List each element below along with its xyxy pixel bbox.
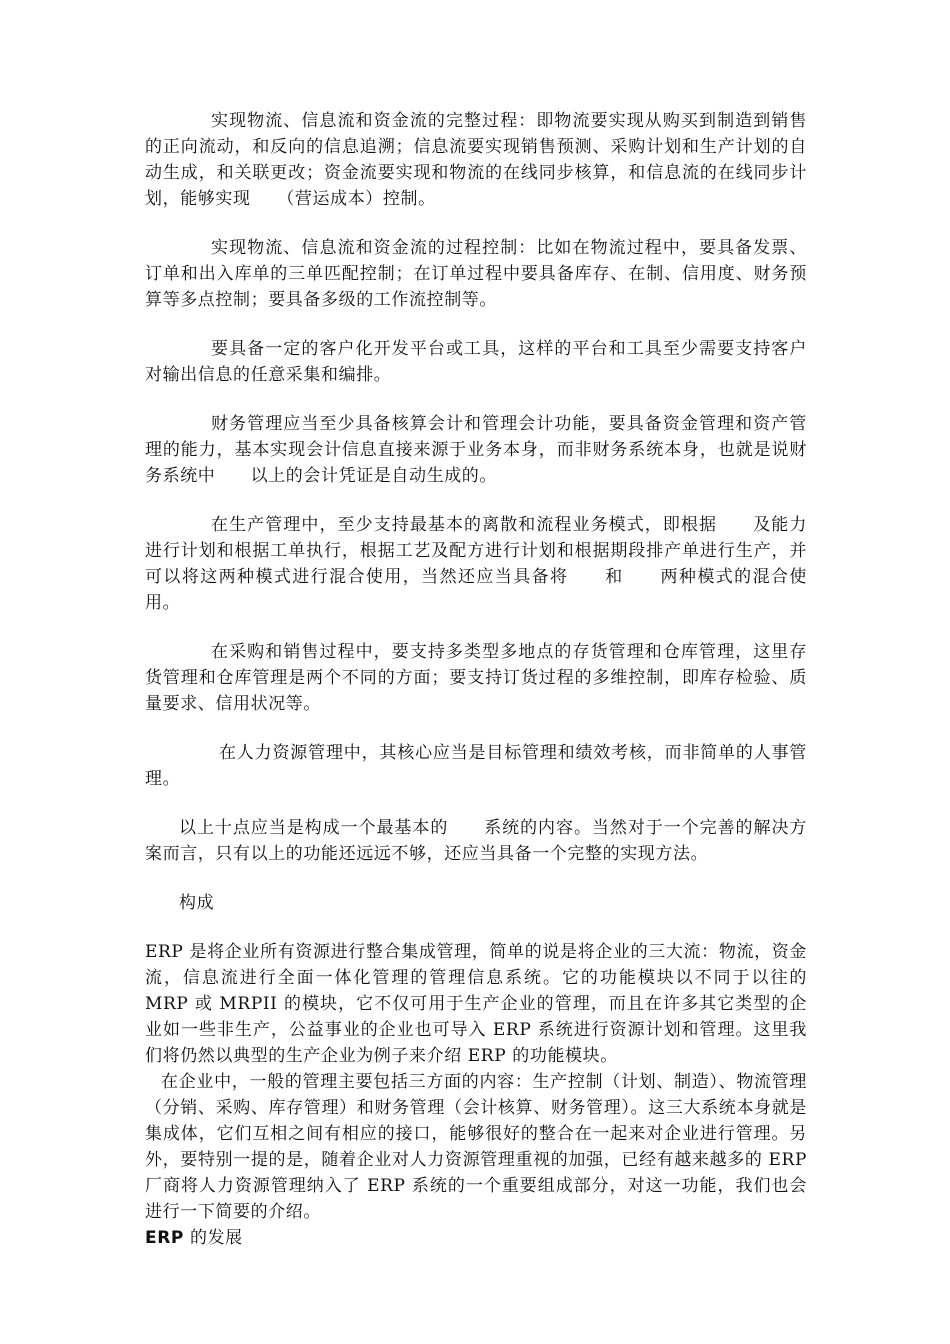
erp-heading-cjk: 的发展 bbox=[183, 1228, 243, 1248]
document-page bbox=[145, 108, 807, 1251]
paragraph-erp-modules: 在企业中，一般的管理主要包括三方面的内容：生产控制（计划、制造）、物流管理（分销、采购、库存管理）和财务管理（会计核算、财务管理）。这三大系统本身就是集成体，它们互相之间有相应的接口，能够很好的整合在一起来对企业进行管理。另外，要特别一提的是，随着企业对人力资源管理重视的加强，已经有越来越多的 ERP 厂商将人力资源管理纳入了 ERP 系统的一个重要组成部分，对这一功能，我们也会进行一下简要的介绍。 bbox=[145, 1072, 807, 1222]
paragraph-purchase-sales: 在采购和销售过程中，要支持多类型多地点的存货管理和仓库管理，这里存货管理和仓库管理是两个不同的方面；要支持订货过程的多维控制，即库存检验、质量要求、信用状况等。 bbox=[145, 642, 807, 714]
section-heading-erp-development bbox=[145, 1225, 807, 1251]
section-heading-goucheng: 构成 bbox=[179, 893, 215, 913]
paragraph-human-resources: 在人力资源管理中，其核心应当是目标管理和绩效考核，而非简单的人事管理。 bbox=[145, 743, 807, 789]
paragraph-erp-intro: ERP 是将企业所有资源进行整合集成管理，简单的说是将企业的三大流：物流，资金流，信息流进行全面一体化管理的管理信息系统。它的功能模块以不同于以往的 MRP 或 MRPII 的模块，它不仅可用于生产企业的管理，而且在许多其它类型的企业如一些非生产，公益事业的企业也可导入 ERP 系统进行资源计划和管理。这里我们将仍然以典型的生产企业为例子来介绍 ERP 的功能模块。 bbox=[145, 942, 807, 1066]
paragraph-summary: 以上十点应当是构成一个最基本的 系统的内容。当然对于一个完善的解决方案而言，只有以上的功能还远远不够，还应当具备一个完整的实现方法。 bbox=[145, 818, 807, 864]
paragraph-process-control: 实现物流、信息流和资金流的过程控制：比如在物流过程中，要具备发票、订单和出入库单的三单匹配控制；在订单过程中要具备库存、在制、信用度、财务预算等多点控制；要具备多级的工作流控制等。 bbox=[145, 238, 807, 310]
erp-heading-latin: ERP bbox=[145, 1228, 184, 1248]
paragraph-process-completeness: 实现物流、信息流和资金流的完整过程：即物流要实现从购买到制造到销售的正向流动，和反向的信息追溯；信息流要实现销售预测、采购计划和生产计划的自动生成，和关联更改；资金流要实现和物流的在线同步核算，和信息流的在线同步计划，能够实现 （营运成本）控制。 bbox=[145, 111, 807, 209]
paragraph-production-management: 在生产管理中，至少支持最基本的离散和流程业务模式，即根据 及能力进行计划和根据工单执行，根据工艺及配方进行计划和根据期段排产单进行生产，并可以将这两种模式进行混合使用，当然还应当具备将 和 两种模式的混合使用。 bbox=[145, 515, 807, 613]
paragraph-financial-management: 财务管理应当至少具备核算会计和管理会计功能，要具备资金管理和资产管理的能力，基本实现会计信息直接来源于业务本身，而非财务系统本身，也就是说财务系统中 以上的会计凭证是自动生成的。 bbox=[145, 414, 807, 486]
paragraph-custom-platform: 要具备一定的客户化开发平台或工具，这样的平台和工具至少需要支持客户对输出信息的任意采集和编排。 bbox=[145, 339, 807, 385]
